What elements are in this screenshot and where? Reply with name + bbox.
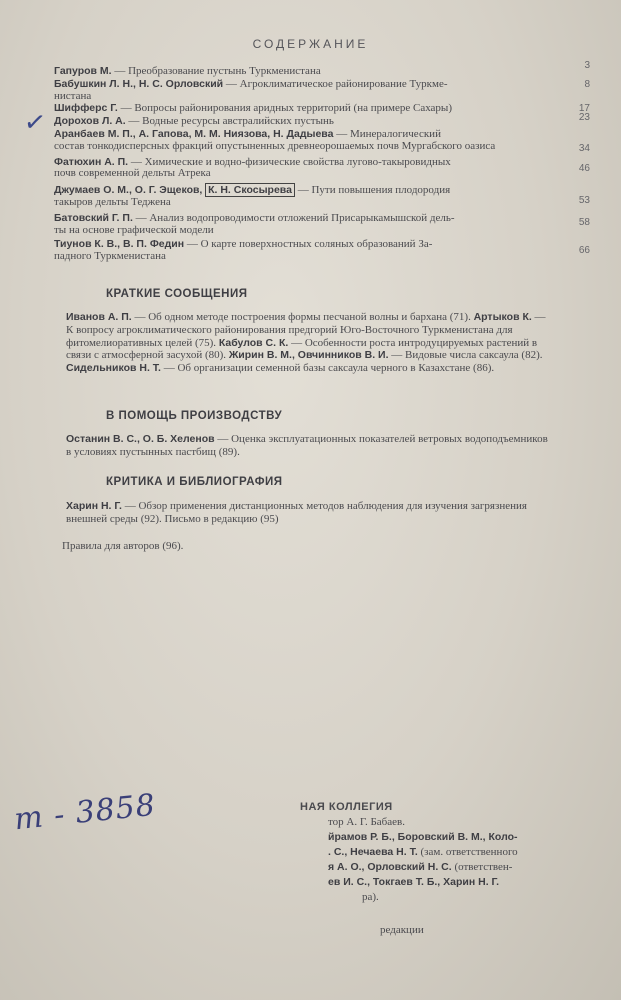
toc-entry (54, 102, 590, 115)
toc-author: Батовский Г. П. (54, 211, 133, 224)
toc-author: Шифферс Г. (54, 102, 118, 115)
toc-author: Фатюхин А. П. (54, 155, 129, 168)
short-text: — Об организации семенной базы саксаула черного в Казахстане (86). (160, 362, 495, 375)
toc-title: — Анализ водопроводимости отложений Присарыкамышской дель- (135, 211, 455, 224)
toc-entry (54, 127, 590, 154)
board-line: ев И. С., Токгаев Т. Б., Харин Н. Г. (328, 876, 500, 888)
board-line: ра). (362, 891, 379, 903)
critic-paragraph (66, 500, 552, 526)
short-text: — Особенности роста интродуцируемых растений в связи с атмосферной засухой (80). (66, 336, 538, 362)
toc-author: Бабушкин Л. Н., Н. С. Орловский (54, 77, 224, 90)
critic-author: Харин Н. Г. (66, 500, 122, 512)
toc-title: — О карте поверхностных соляных образований За- (186, 238, 433, 251)
toc-author-boxed: К. Н. Скосырева (205, 183, 295, 197)
short-text: — Видовые числа саксаула (82). (388, 349, 543, 362)
board-line: . С., Нечаева Н. Т. (зам. ответственного (328, 846, 518, 858)
short-author: Артыков К. (473, 311, 532, 323)
help-text: — Оценка эксплуатационных показателей ветровых водоподъемников в условиях пустынных пастбищ (89). (66, 433, 548, 458)
toc-entry (54, 238, 590, 263)
toc-entry (54, 155, 590, 181)
editorial-board (300, 800, 600, 905)
help-author: Останин В. С., О. Б. Хеленов (66, 433, 215, 445)
toc-title-continued: такыров дельты Теджена (54, 195, 171, 208)
toc-title-continued: нистана (54, 89, 92, 102)
section-heading-help: В ПОМОЩЬ ПРОИЗВОДСТВУ (106, 410, 283, 422)
short-text: — Об одном методе построения формы песчаной волны и бархана (71). (131, 311, 474, 323)
contents-title: СОДЕРЖАНИЕ (252, 37, 369, 51)
short-author: Иванов А. П. (66, 311, 132, 323)
board-line: йрамов Р. Б., Боровский В. М., Коло- (328, 831, 518, 843)
toc-entry (54, 112, 590, 128)
toc-title: — Вопросы районирования аридных территорий (на примере Сахары) (120, 102, 452, 115)
short-text: — К вопросу агроклиматического районирования предгорий Юго-Восточного Туркменистана для фитомелиоративных целей (75). (66, 311, 546, 349)
short-author: Сидельников Н. Т. (66, 362, 161, 375)
section-heading-critic: КРИТИКА И БИБЛИОГРАФИЯ (106, 476, 283, 488)
short-author: Кабулов С. К. (218, 336, 289, 349)
board-line: тор А. Г. Бабаев. (328, 816, 405, 828)
toc-page: 46 (578, 162, 590, 174)
toc-page: 23 (578, 112, 590, 124)
short-messages-paragraph (66, 311, 552, 375)
toc-page: 34 (578, 142, 590, 154)
toc-title: — Преобразование пустынь Туркменистана (114, 65, 321, 77)
toc-page: 3 (584, 60, 590, 71)
toc-author: Дорохов Л. А. (54, 115, 126, 128)
handwritten-inventory-number: m - 3858 (12, 787, 158, 838)
help-paragraph (66, 433, 552, 459)
check-mark-icon: ✓ (22, 106, 48, 140)
toc-author: Аранбаев М. П., А. Гапова, М. М. Ниязова, Н. Дадыева (54, 127, 334, 140)
critic-text: — Обзор применения дистанционных методов наблюдения для изучения загрязнения внешней среды (92). Письмо в редакцию (95) (66, 500, 527, 525)
toc-entry (54, 77, 590, 103)
toc-title-continued: почв современной дельты Атрека (54, 167, 211, 180)
toc-author: Тиунов К. В., В. П. Федин (54, 238, 185, 251)
toc-entry (54, 211, 590, 237)
toc-entry (54, 184, 590, 209)
short-author: Жирин В. М., Овчинников В. И. (228, 349, 389, 362)
board-heading: НАЯ КОЛЛЕГИЯ (300, 801, 393, 813)
toc-author: Гапуров М. (54, 65, 112, 77)
toc-title: — Агроклиматическое районирование Туркме- (225, 77, 448, 90)
toc-title: — Химические и водно-физические свойства лугово-такыровидных (130, 155, 451, 168)
board-line: я А. О., Орловский Н. С. (ответствен- (328, 861, 513, 873)
toc-page: 8 (584, 78, 590, 90)
toc-title-continued: падного Туркменистана (54, 250, 166, 263)
toc-author: Джумаев О. М., О. Г. Эщеков, (54, 184, 203, 197)
toc-title: — Пути повышения плодородия (297, 184, 451, 197)
toc-title: — Минералогический (336, 127, 441, 140)
table-of-contents (54, 60, 590, 264)
toc-title-continued: состав тонкодисперсных фракций опустыненных древнеорошаемых почв Мургабского оазиса (54, 139, 496, 152)
toc-page: 53 (578, 195, 590, 207)
editorial-footer: редакции (380, 924, 424, 936)
toc-page: 58 (578, 216, 590, 228)
section-heading-short: КРАТКИЕ СООБЩЕНИЯ (106, 288, 248, 300)
rules-for-authors: Правила для авторов (96). (62, 540, 184, 552)
toc-page: 17 (578, 103, 590, 115)
toc-title: — Водные ресурсы австралийских пустынь (128, 115, 334, 128)
toc-page: 66 (578, 245, 590, 257)
toc-entry (54, 60, 590, 78)
toc-title-continued: ты на основе графической модели (54, 223, 214, 236)
